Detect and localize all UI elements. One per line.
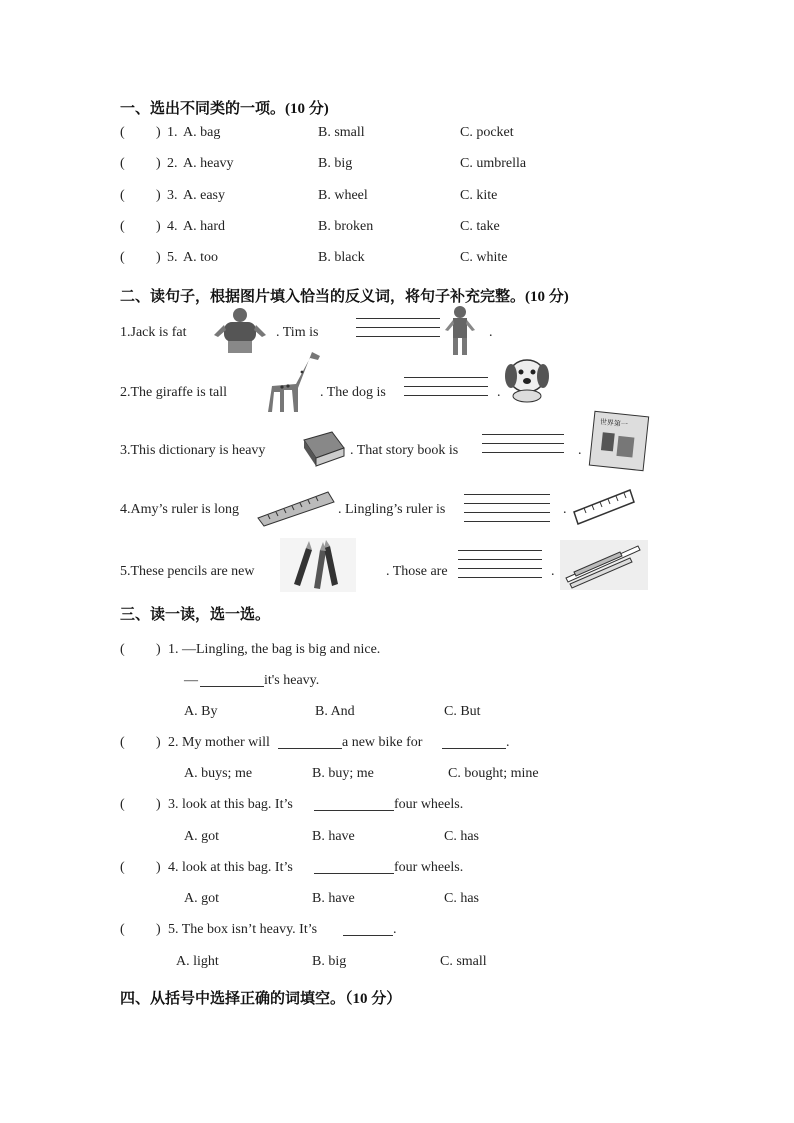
answer-paren-open[interactable]: ( — [120, 219, 125, 234]
option-a: A. heavy — [183, 156, 234, 171]
answer-blank[interactable] — [442, 736, 506, 749]
answer-blank[interactable] — [200, 674, 264, 687]
option-a: A. too — [183, 250, 218, 265]
question-text: . — [506, 735, 510, 750]
answer-paren-open[interactable]: ( — [120, 250, 125, 265]
question-text: 5. The box isn’t heavy. It’s — [168, 922, 318, 937]
question-dash: — — [184, 673, 198, 688]
sentence-mid: . The dog is — [320, 385, 386, 400]
sentence-end: . — [563, 502, 567, 517]
answer-paren-close: ) — [156, 860, 161, 875]
answer-blank[interactable] — [278, 736, 342, 749]
answer-paren-close: ) — [156, 735, 161, 750]
question-text: a new bike for — [342, 735, 423, 750]
answer-paren-open[interactable]: ( — [120, 125, 125, 140]
sentence-mid: . Tim is — [276, 325, 319, 340]
option-a: A. light — [176, 954, 219, 969]
dog-image — [500, 354, 554, 404]
answer-paren-open[interactable]: ( — [120, 642, 125, 657]
long-ruler-image — [256, 490, 336, 528]
answer-lines[interactable] — [482, 434, 564, 461]
question-text: four wheels. — [394, 860, 464, 875]
option-c: C. has — [444, 891, 479, 906]
option-b: B. have — [312, 891, 355, 906]
option-c: C. white — [460, 250, 508, 265]
option-a: A. hard — [183, 219, 225, 234]
answer-blank[interactable] — [314, 798, 394, 811]
question-text: . — [393, 922, 397, 937]
sentence-start: 2.The giraffe is tall — [120, 385, 228, 400]
option-b: B. have — [312, 829, 355, 844]
answer-paren-close: ) — [156, 922, 161, 937]
option-c: C. small — [440, 954, 487, 969]
thin-boy-image — [440, 303, 480, 359]
option-a: A. got — [184, 829, 219, 844]
answer-blank[interactable] — [343, 923, 393, 936]
option-a: A. buys; me — [184, 766, 253, 781]
option-c: C. umbrella — [460, 156, 527, 171]
question-text: 4. look at this bag. It’s — [168, 860, 293, 875]
option-a: A. easy — [183, 188, 225, 203]
question-number: 1. — [167, 125, 178, 140]
answer-paren-open[interactable]: ( — [120, 156, 125, 171]
answer-paren-close: ) — [156, 188, 161, 203]
answer-paren-open[interactable]: ( — [120, 922, 125, 937]
question-number: 3. — [167, 188, 178, 203]
story-book-image — [588, 410, 650, 472]
option-c: C. kite — [460, 188, 498, 203]
option-c: C. But — [444, 704, 481, 719]
section4-heading: 四、从括号中选择正确的词填空。（10 分） — [120, 991, 402, 1007]
sentence-start: 1.Jack is fat — [120, 325, 187, 340]
question-number: 4. — [167, 219, 178, 234]
option-b: B. small — [318, 125, 365, 140]
answer-paren-close: ) — [156, 797, 161, 812]
question-number: 5. — [167, 250, 178, 265]
answer-paren-close: ) — [156, 219, 161, 234]
answer-blank[interactable] — [314, 861, 394, 874]
question-number: 2. — [167, 156, 178, 171]
option-b: B. buy; me — [312, 766, 374, 781]
answer-lines[interactable] — [458, 550, 542, 586]
answer-paren-close: ) — [156, 250, 161, 265]
question-text: four wheels. — [394, 797, 464, 812]
option-c: C. take — [460, 219, 500, 234]
sentence-mid: . Those are — [386, 564, 448, 579]
section1-heading: 一、选出不同类的一项。(10 分) — [120, 101, 329, 117]
sentence-start: 4.Amy’s ruler is long — [120, 502, 239, 517]
question-text: 2. My mother will — [168, 735, 270, 750]
question-text: it's heavy. — [264, 673, 320, 688]
sentence-end: . — [578, 443, 582, 458]
section3-heading: 三、读一读，选一选。 — [120, 607, 271, 623]
sentence-mid: . That story book is — [350, 443, 459, 458]
sentence-end: . — [551, 564, 555, 579]
question-text: 1. —Lingling, the bag is big and nice. — [168, 642, 381, 657]
option-b: B. wheel — [318, 188, 368, 203]
option-a: A. bag — [183, 125, 221, 140]
option-a: A. got — [184, 891, 219, 906]
short-ruler-image — [572, 488, 636, 528]
new-pencils-image — [280, 538, 356, 592]
option-b: B. And — [315, 704, 355, 719]
option-a: A. By — [184, 704, 218, 719]
sentence-start: 5.These pencils are new — [120, 564, 255, 579]
option-c: C. has — [444, 829, 479, 844]
option-b: B. big — [312, 954, 347, 969]
answer-paren-close: ) — [156, 156, 161, 171]
answer-lines[interactable] — [404, 377, 488, 404]
option-b: B. big — [318, 156, 353, 171]
option-c: C. bought; mine — [448, 766, 539, 781]
book-cover-text: 世界第一 — [599, 417, 629, 429]
answer-paren-open[interactable]: ( — [120, 735, 125, 750]
giraffe-image — [258, 348, 328, 414]
sentence-mid: . Lingling’s ruler is — [338, 502, 446, 517]
answer-paren-open[interactable]: ( — [120, 797, 125, 812]
old-pencils-image — [560, 540, 648, 590]
question-text: 3. look at this bag. It’s — [168, 797, 293, 812]
answer-paren-open[interactable]: ( — [120, 860, 125, 875]
answer-lines[interactable] — [356, 318, 440, 345]
option-c: C. pocket — [460, 125, 514, 140]
option-b: B. broken — [318, 219, 374, 234]
answer-paren-close: ) — [156, 125, 161, 140]
sentence-start: 3.This dictionary is heavy — [120, 443, 266, 458]
option-b: B. black — [318, 250, 365, 265]
answer-lines[interactable] — [464, 494, 550, 530]
answer-paren-open[interactable]: ( — [120, 188, 125, 203]
sentence-end: . — [497, 385, 501, 400]
section2-heading: 二、读句子，根据图片填入恰当的反义词，将句子补充完整。(10 分) — [120, 289, 569, 305]
dictionary-image — [298, 428, 348, 468]
sentence-end: . — [489, 325, 493, 340]
answer-paren-close: ) — [156, 642, 161, 657]
